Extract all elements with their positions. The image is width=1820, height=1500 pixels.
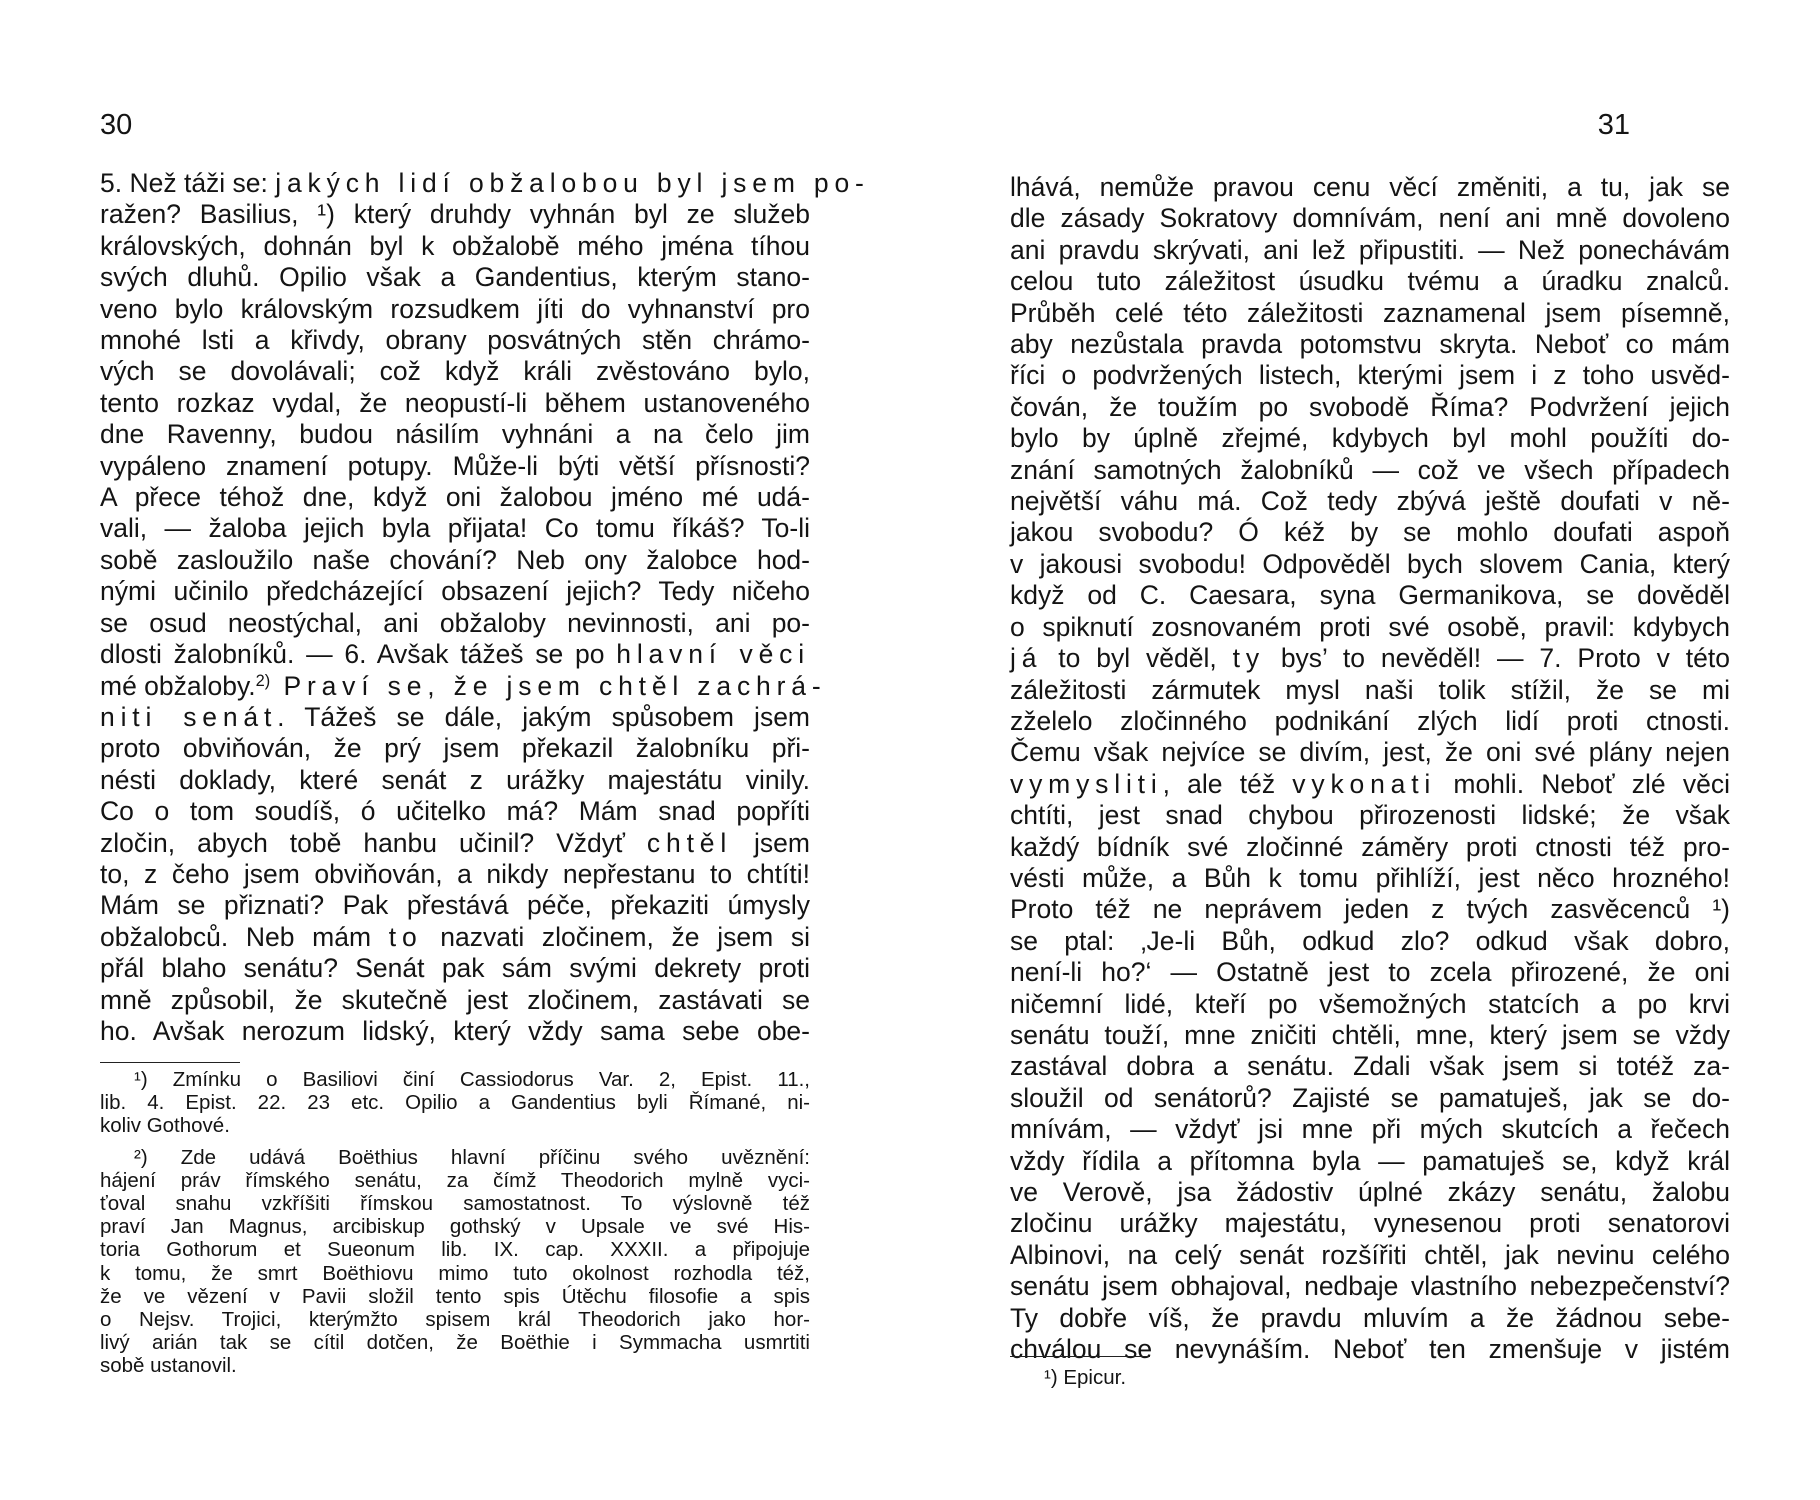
text-line: tento rozkaz vydal, že neopustí-li během ustanoveného	[100, 387, 810, 418]
footnote-line: lib. 4. Epist. 22. 23 etc. Opilio a Gandentius byli Římané, ni-	[100, 1091, 810, 1115]
text-line: zločinu urážky majestátu, vynesenou proti senatorovi	[1010, 1208, 1730, 1239]
text-line: vypáleno znamení potupy. Může-li býti větší přísnosti?	[100, 450, 810, 481]
right-page	[910, 0, 1820, 1500]
text-line: vždy řídila a přítomna byla — pamatuješ se, když král	[1010, 1145, 1730, 1176]
text-line: ve Verově, jsa žádostiv úplné zkázy senátu, žalobu	[1010, 1177, 1730, 1207]
text-line: mé obžaloby.$^{2)}$ Praví se, že jsem chtěl zachrá-	[100, 670, 827, 701]
footnote-1	[1010, 1366, 1410, 1389]
text-line: znání samotných žalobníků — což ve všech případech	[1010, 454, 1730, 485]
footnote-2	[100, 1146, 810, 1378]
text-line: největší váhu má. Což tedy zbývá ještě doufati v ně-	[1010, 486, 1730, 517]
footnotes-right	[1010, 1366, 1410, 1397]
text-line: sloužil od senátorů? Zajisté se pamatuješ, jak se do-	[1010, 1082, 1730, 1113]
footnote-line: toria Gothorum et Sueonum lib. IX. cap. XXXII. a připojuje	[100, 1238, 810, 1262]
page-number-left: 30	[100, 109, 133, 141]
footnote-ref: 2)	[255, 671, 271, 690]
text-line: chválou se nevynáším. Neboť ten zmenšuje v jistém	[1010, 1334, 1730, 1365]
text-line: Albinovi, na celý senát rozšířiti chtěl, jak nevinu celého	[1010, 1239, 1730, 1270]
text-line: lhává, nemůže pravou cenu věcí změniti, a tu, jak se	[1010, 172, 1730, 202]
text-line: mně způsobil, že skutečně jest zločinem, zastávati se	[100, 984, 810, 1015]
text-line: nésti doklady, které senát z urážky majestátu vinily.	[100, 764, 810, 795]
text-line: Co o tom soudíš, ó učitelko má? Mám snad popříti	[100, 796, 810, 827]
text-line: Mám se přiznati? Pak přestává péče, překaziti úmysly	[100, 890, 810, 921]
text-line: veno bylo královským rozsudkem jíti do vyhnanství pro	[100, 293, 810, 324]
text-line: aby nezůstala pravda potomstvu skryta. Neboť co mám	[1010, 329, 1730, 360]
text-line: vymysliti, ale též vykonati mohli. Neboť zlé věci	[1010, 768, 1730, 799]
text-line: se osud neostýchal, ani obžaloby nevinnosti, ani po-	[100, 607, 810, 638]
text-line: ničemní lidé, kteří po všemožných statcích a po krvi	[1010, 988, 1730, 1019]
text-line: ani pravdu skrývati, ani lež připustiti. — Než ponechávám	[1010, 234, 1730, 265]
text-line: záležitosti zármutek mysl naši tolik stížil, že se mi	[1010, 674, 1730, 705]
text-line: zželelo zločinného podnikání zlých lidí proti ctnosti.	[1010, 705, 1730, 736]
text-line: jakou svobodu? Ó kéž by se mohlo doufati aspoň	[1010, 517, 1730, 548]
text-line: to, z čeho jsem obviňován, a nikdy nepřestanu to chtíti!	[100, 858, 810, 889]
text-line: A přece téhož dne, když oni žalobou jméno mé udá-	[100, 482, 810, 513]
text-line: v jakousi svobodu! Odpověděl bych slovem Cania, který	[1010, 548, 1730, 579]
text-line: čován, že toužím po svobodě Říma? Podvržení jejich	[1010, 391, 1730, 422]
main-text-right	[1010, 172, 1730, 1365]
footnote-divider	[1010, 1356, 1150, 1357]
text-line: niti senát. Tážeš se dále, jakým spůsobem jsem	[100, 701, 811, 732]
text-line: královských, dohnán byl k obžalobě mého jména tíhou	[100, 230, 810, 261]
text-line: bylo by úplně zřejmé, kdybych byl mohl použíti do-	[1010, 423, 1730, 454]
text-line: chtíti, jest snad chybou přirozenosti lidské; že však	[1010, 800, 1730, 831]
footnote-line: k tomu, že smrt Boëthiovu mimo tuto okolnost rozhodla též,	[100, 1261, 810, 1285]
main-text-left	[100, 168, 870, 1047]
text-line: Průběh celé této záležitosti zaznamenal jsem písemně,	[1010, 297, 1730, 328]
footnote-line: o Nejsv. Trojici, kterýmžto spisem král Theodorich jako hor-	[100, 1308, 810, 1332]
text-line: Proto též ne neprávem jeden z tvých zasvěcenců ¹)	[1010, 894, 1730, 925]
footnote-line: livý arián tak se cítil dotčen, že Boëthie i Symmacha usmrtiti	[100, 1331, 810, 1355]
text-line: celou tuto záležitost úsudku tvému a úradku znalců.	[1010, 266, 1730, 297]
text-line: vých se dovolávali; což když králi zvěstováno bylo,	[100, 356, 810, 387]
text-line: o spiknutí zosnovaném proti své osobě, pravil: kdybych	[1010, 611, 1730, 642]
text-line: zastával dobra a senátu. Zdali však jsem si totéž za-	[1010, 1051, 1730, 1082]
text-line: já to byl věděl, ty bys’ to nevěděl! — 7. Proto v této	[1010, 643, 1730, 674]
footnote-line: koliv Gothové.	[100, 1114, 230, 1138]
page-number-right: 31	[1597, 109, 1630, 141]
text-line: Ty dobře víš, že pravdu mluvím a že žádnou sebe-	[1010, 1302, 1730, 1333]
footnote-line: ¹) Epicur.	[1044, 1366, 1127, 1389]
footnote-line: ¹) Zmínku o Basiliovi činí Cassiodorus Var. 2, Epist. 11.,	[134, 1068, 810, 1091]
text-line: proto obviňován, že prý jsem překazil žalobníku při-	[100, 733, 810, 764]
text-line: není-li ho?‘ — Ostatně jest to zcela přirozené, že oni	[1010, 957, 1730, 988]
text-line: říci o podvržených listech, kterými jsem i z toho usvěd-	[1010, 360, 1730, 391]
footnote-line: ²) Zde udává Boëthius hlavní příčinu svého uvěznění:	[134, 1145, 810, 1169]
text-line: dlosti žalobníků. — 6. Avšak tážeš se po hlavní věci	[100, 639, 810, 670]
footnote-line: hájení práv římského senátu, za čímž Theodorich mylně vyci-	[100, 1168, 810, 1192]
text-line: dle zásady Sokratovy domnívám, není ani mně dovoleno	[1010, 203, 1730, 234]
text-line: senátu jsem obhajoval, nedbaje vlastního nebezpečenství?	[1010, 1271, 1730, 1302]
text-line: když od C. Caesara, syna Germanikova, se dověděl	[1010, 580, 1730, 611]
text-line: ražen? Basilius, ¹) který druhdy vyhnán byl ze služeb	[100, 199, 810, 230]
text-line: vali, — žaloba jejich byla přijata! Co tomu říkáš? To-li	[100, 513, 810, 544]
text-line: dne Ravenny, budou násilím vyhnáni a na čelo jim	[100, 419, 810, 450]
footnote-1	[100, 1068, 810, 1138]
footnote-line: sobě ustanovil.	[100, 1354, 237, 1378]
text-line: senátu touží, mne zničiti chtěli, mne, který jsem se vždy	[1010, 1019, 1730, 1050]
text-line: sobě zasloužilo naše chování? Neb ony žalobce hod-	[100, 544, 810, 575]
footnote-line: praví Jan Magnus, arcibiskup gothský v Upsale ve své His-	[100, 1215, 810, 1239]
text-line: svých dluhů. Opilio však a Gandentius, kterým stano-	[100, 262, 810, 293]
text-line: se ptal: ‚Je-li Bůh, odkud zlo? odkud však dobro,	[1010, 925, 1730, 956]
text-line: každý bídník své zločinné záměry proti ctnosti též pro-	[1010, 831, 1730, 862]
text-line: mnívám, — vždyť jsi mne při mých skutcích a řečech	[1010, 1114, 1730, 1145]
text-line: nými učinilo předcházející obsazení jejich? Tedy ničeho	[100, 576, 810, 607]
footnote-divider	[100, 1062, 240, 1063]
text-line: vésti může, a Bůh k tomu přihlíží, jest něco hrozného!	[1010, 862, 1730, 893]
text-line: 5. Než táži se: jakých lidí obžalobou byl jsem po-	[100, 168, 870, 198]
text-line: Čemu však nejvíce se divím, jest, že oni své plány nejen	[1010, 737, 1730, 768]
footnote-line: ťoval snahu vzkříšiti římskou samostatnost. To výslovně též	[100, 1192, 810, 1216]
footnote-line: že ve vězení v Pavii složil tento spis Útěchu filosofie a spis	[100, 1284, 810, 1308]
text-line: mnohé lsti a křivdy, obrany posvátných stěn chrámo-	[100, 325, 810, 356]
text-line: přál blaho senátu? Senát pak sám svými dekrety proti	[100, 953, 810, 984]
text-line: obžalobců. Neb mám to nazvati zločinem, že jsem si	[100, 921, 810, 952]
text-line: zločin, abych tobě hanbu učinil? Vždyť chtěl jsem	[100, 827, 810, 858]
footnotes-left	[100, 1068, 810, 1386]
text-line: ho. Avšak nerozum lidský, který vždy sama sebe obe-	[100, 1015, 810, 1046]
